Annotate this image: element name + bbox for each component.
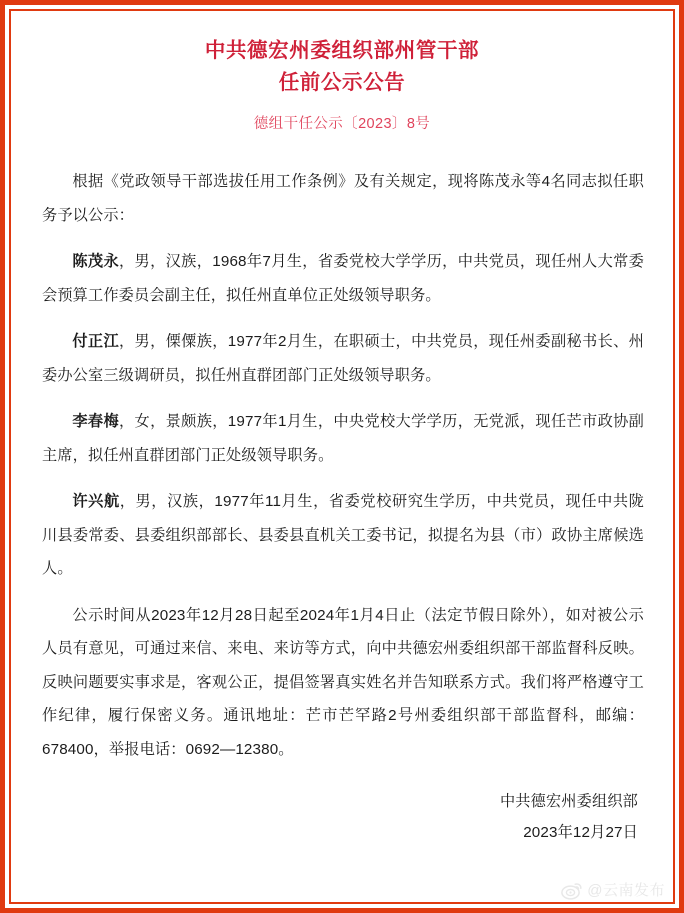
page-title-line-1: 中共德宏州委组织部州管干部 bbox=[204, 39, 480, 62]
paragraph-text: 根据《党政领导干部选拔任用工作条例》及有关规定，现将陈茂永等4名同志拟任职务予以公示： bbox=[42, 173, 644, 224]
signature-block bbox=[34, 786, 650, 848]
document-body bbox=[34, 165, 650, 766]
document-sheet bbox=[5, 5, 679, 908]
page-title-line-2: 任前公示公告 bbox=[278, 71, 406, 94]
candidate-name: 许兴航 bbox=[72, 493, 120, 510]
paragraph-text: ，男，汉族，1977年11月生，省委党校研究生学历，中共党员，现任中共陇川县委常委、县委组织部部长、县委县直机关工委书记，拟提名为县（市）政协主席候选人。 bbox=[42, 493, 645, 577]
candidate-name: 陈茂永 bbox=[72, 253, 120, 270]
candidate-name: 付正江 bbox=[72, 333, 120, 350]
document-masthead bbox=[34, 31, 650, 135]
paragraph-candidate-4 bbox=[42, 485, 644, 586]
weibo-handle: @云南发布 bbox=[587, 882, 665, 899]
paragraph-text: ，男，汉族，1968年7月生，省委党校大学学历，中共党员，现任州人大常委会预算工作委员会副主任，拟任州直单位正处级领导职务。 bbox=[42, 253, 644, 304]
document-number: 德组干任公示〔2023〕8号 bbox=[253, 116, 431, 132]
paragraph-text: 公示时间从2023年12月28日起至2024年1月4日止（法定节假日除外），如对被公示人员有意见，可通过来信、来电、来访等方式，向中共德宏州委组织部干部监督科反映。反映问题要实事求是，客观公正，提倡签署真实姓名并告知联系方式。我们将严格遵守工作纪律，履行保密义务。通讯地址：芒市芒罕路2号州委组织部干部监督科，邮编：678400，举报电话：0692—12380。 bbox=[42, 606, 644, 758]
paragraph-candidate-3 bbox=[42, 405, 644, 472]
paragraph-text: ，女，景颇族，1977年1月生，中央党校大学学历，无党派，现任芒市政协副主席，拟任州直群团部门正处级领导职务。 bbox=[42, 413, 644, 464]
paragraph-candidate-1 bbox=[42, 245, 644, 312]
candidate-name: 李春梅 bbox=[72, 413, 120, 430]
issue-date: 2023年12月27日 bbox=[523, 824, 638, 841]
paragraph-text: ，男，傈僳族，1977年2月生，在职硕士，中共党员，现任州委副秘书长、州委办公室三级调研员，拟任州直群团部门正处级领导职务。 bbox=[42, 333, 644, 384]
paragraph-candidate-2 bbox=[42, 325, 644, 392]
paragraph-public-notice-period bbox=[42, 599, 644, 767]
paragraph-intro bbox=[42, 165, 644, 232]
issuing-organization: 中共德宏州委组织部 bbox=[499, 793, 638, 810]
